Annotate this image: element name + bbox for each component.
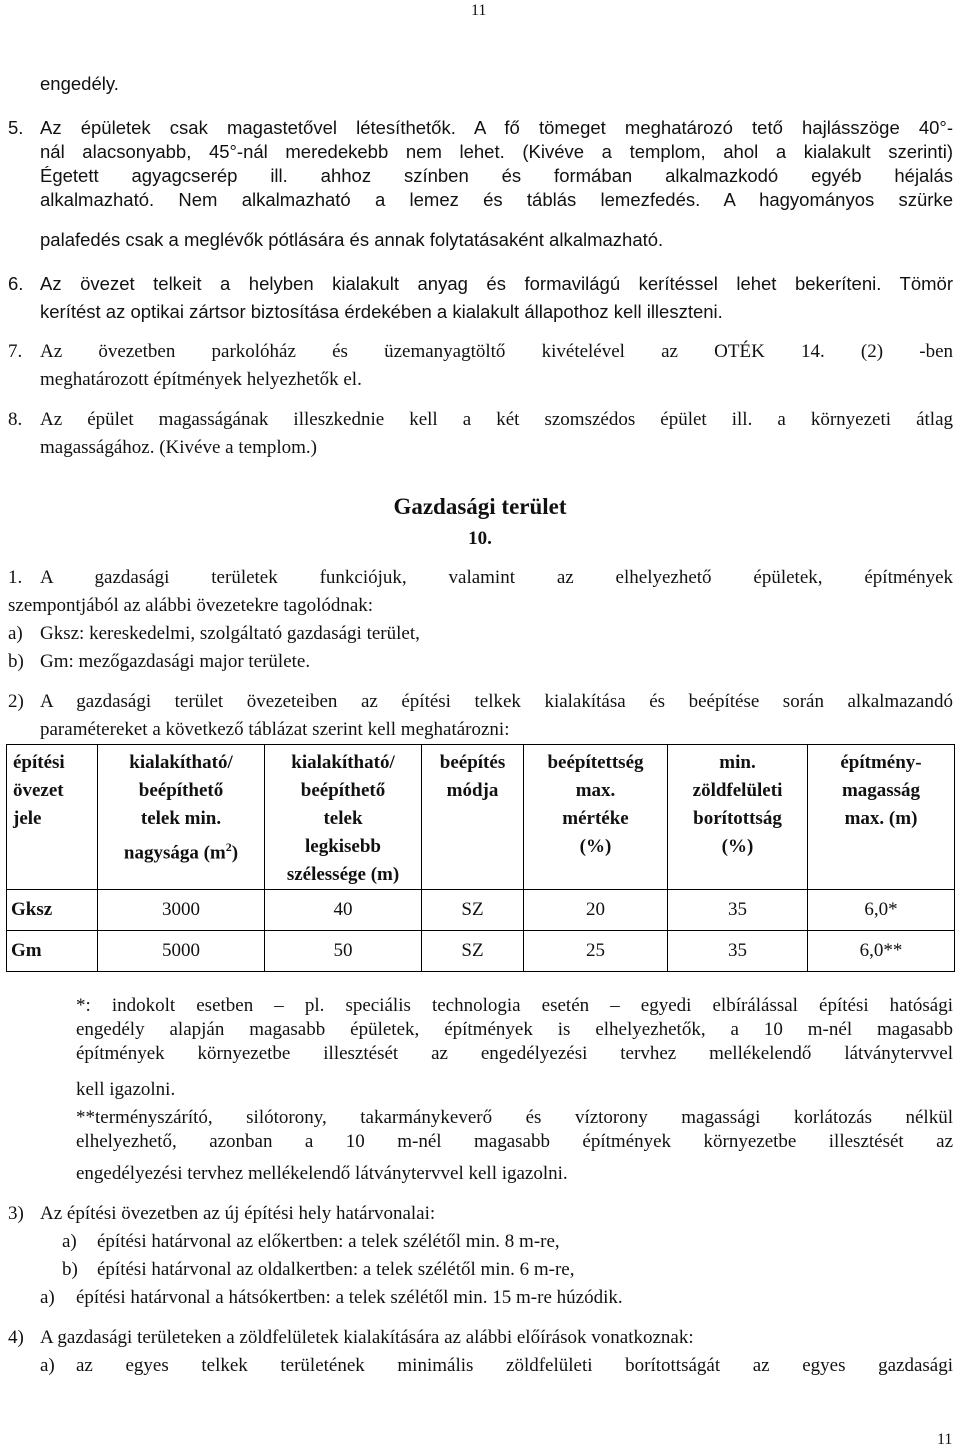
- item5-text: Az épületek csak magastetővel létesíthetők. A fő tömeget meghatározó tető hajlásszöge 40°- nál alacsonyabb, 45°-nál meredekebb nem lehet. (Kivéve a templom, ahol a kialakult szerinti) Égetett agyagcserép ill. ahhoz színben és formában alkalmazkodó egyéb héjalás alkalmazható. Nem alkalmazható a lemez és táblás lemezfedés. A hagyományos szürke: [40, 117, 953, 210]
- item7-last-line: meghatározott építmények helyezhetők el.: [40, 369, 362, 390]
- item7-number: 7.: [8, 341, 23, 362]
- para3-sub-b-text: építési határvonal az oldalkertben: a telek szélétől min. 6 m-re,: [97, 1259, 575, 1280]
- table-cell: Gm: [7, 931, 98, 972]
- para4-number: 4): [8, 1327, 24, 1348]
- page-number-bottom: 11: [937, 1431, 953, 1448]
- item7-text: Az övezetben parkolóház és üzemanyagtöltő kivételével az OTÉK 14. (2) -ben: [40, 341, 953, 362]
- note-2-text: **terményszárító, silótorony, takarmánykeverő és víztorony magassági korlátozás nélkül elhelyezhető, azonban a 10 m-nél magasabb építmények környezetbe illesztését az: [76, 1107, 953, 1152]
- para3-sub-b-label: b): [62, 1259, 78, 1280]
- table-cell: 35: [668, 890, 808, 931]
- para3-number: 3): [8, 1203, 24, 1224]
- item5-last-line: palafedés csak a meglévők pótlására és annak folytatásaként alkalmazható.: [40, 229, 664, 250]
- para2-line2: paramétereket a következő táblázat szerint kell meghatározni:: [40, 719, 510, 740]
- table-cell: 5000: [98, 931, 265, 972]
- table-row: [7, 890, 955, 931]
- table-header-cell: min. zöldfelületi borítottság (%): [668, 745, 808, 890]
- para3-sub-a-text: építési határvonal az előkertben: a telek szélétől min. 8 m-re,: [97, 1231, 560, 1252]
- table-header-cell: kialakítható/ beépíthető telek legkisebb szélessége (m): [265, 745, 422, 890]
- item6-text: Az övezet telkeit a helyben kialakult anyag és formavilágú kerítéssel lehet bekeríteni. Tömör: [40, 273, 953, 294]
- table-cell: Gksz: [7, 890, 98, 931]
- para4-intro: A gazdasági területeken a zöldfelületek kialakítására az alábbi előírások vonatkoznak:: [40, 1327, 694, 1348]
- table-header-cell: kialakítható/ beépíthető telek min. nagysága $(m^2)$: [98, 745, 265, 890]
- table-cell: 25: [524, 931, 668, 972]
- para4-sub-a-label: a): [40, 1355, 55, 1376]
- para3-intro: Az építési övezetben az új építési hely határvonalai:: [40, 1203, 436, 1224]
- para2-text: A gazdasági terület övezeteiben az építési telkek kialakítása és beépítése során alkalmazandó: [40, 691, 953, 712]
- table-header-cell: beépítés módja: [422, 745, 524, 890]
- item6-last-line: kerítést az optikai zártsor biztosítása érdekében a kialakult állapothoz kell illeszteni.: [40, 301, 723, 322]
- page-number-top: 11: [471, 2, 487, 19]
- table-cell: 3000: [98, 890, 265, 931]
- para1-sub-b-text: Gm: mezőgazdasági major területe.: [40, 651, 311, 672]
- table-cell: 40: [265, 890, 422, 931]
- note-1-last-line: kell igazolni.: [76, 1079, 176, 1100]
- table-cell: 6,0*: [808, 890, 955, 931]
- para1-sub-b-label: b): [8, 651, 24, 672]
- para4-sub-a-text: az egyes telkek területének minimális zöldfelületi borítottságát az egyes gazdasági: [76, 1355, 953, 1376]
- table-cell: 6,0**: [808, 931, 955, 972]
- para1-sub-a-text: Gksz: kereskedelmi, szolgáltató gazdasági terület,: [40, 623, 420, 644]
- table-cell: 50: [265, 931, 422, 972]
- para1-line2: szempontjából az alábbi övezetekre tagolódnak:: [8, 595, 374, 616]
- item8-last-line: magasságához. (Kivéve a templom.): [40, 437, 317, 458]
- table-header-cell: építmény- magasság max. (m): [808, 745, 955, 890]
- item8-number: 8.: [8, 409, 23, 430]
- table-cell: SZ: [422, 931, 524, 972]
- continuation-text: engedély.: [40, 73, 119, 94]
- zoning-parameters-table: [6, 744, 955, 972]
- section-title: Gazdasági terület: [393, 494, 567, 519]
- table-header-row: [7, 745, 955, 890]
- table-cell: 20: [524, 890, 668, 931]
- para3-sub-a-label: a): [62, 1231, 77, 1252]
- table-cell: 35: [668, 931, 808, 972]
- para1-number: 1.: [8, 567, 23, 588]
- table-row: [7, 931, 955, 972]
- table-cell: SZ: [422, 890, 524, 931]
- para3-sub-c-text: építési határvonal a hátsókertben: a telek szélétől min. 15 m-re húzódik.: [76, 1287, 623, 1308]
- note-2-last-line: engedélyezési tervhez mellékelendő látványtervvel kell igazolni.: [76, 1163, 568, 1184]
- item5-number: 5.: [8, 117, 24, 138]
- para2-number: 2): [8, 691, 24, 712]
- table-header-cell: beépítettség max. mértéke (%): [524, 745, 668, 890]
- para3-sub-c-label: a): [40, 1287, 55, 1308]
- section-number: 10.: [468, 528, 492, 549]
- note-1-text: *: indokolt esetben – pl. speciális technologia esetén – egyedi elbírálással építési hatósági engedély alapján magasabb épületek, építmények is elhelyezhetők, a 10 m-nél magasabb építmények környezetbe illesztését az engedélyezési tervhez mellékelendő látványtervvel: [76, 995, 953, 1064]
- para1-sub-a-label: a): [8, 623, 23, 644]
- item6-number: 6.: [8, 273, 24, 294]
- item8-text: Az épület magasságának illeszkednie kell a két szomszédos épület ill. a környezeti átlag: [40, 409, 953, 430]
- table-header-cell: építési övezet jele: [7, 745, 98, 890]
- para1-text: A gazdasági területek funkciójuk, valamint az elhelyezhető épületek, építmények: [40, 567, 953, 588]
